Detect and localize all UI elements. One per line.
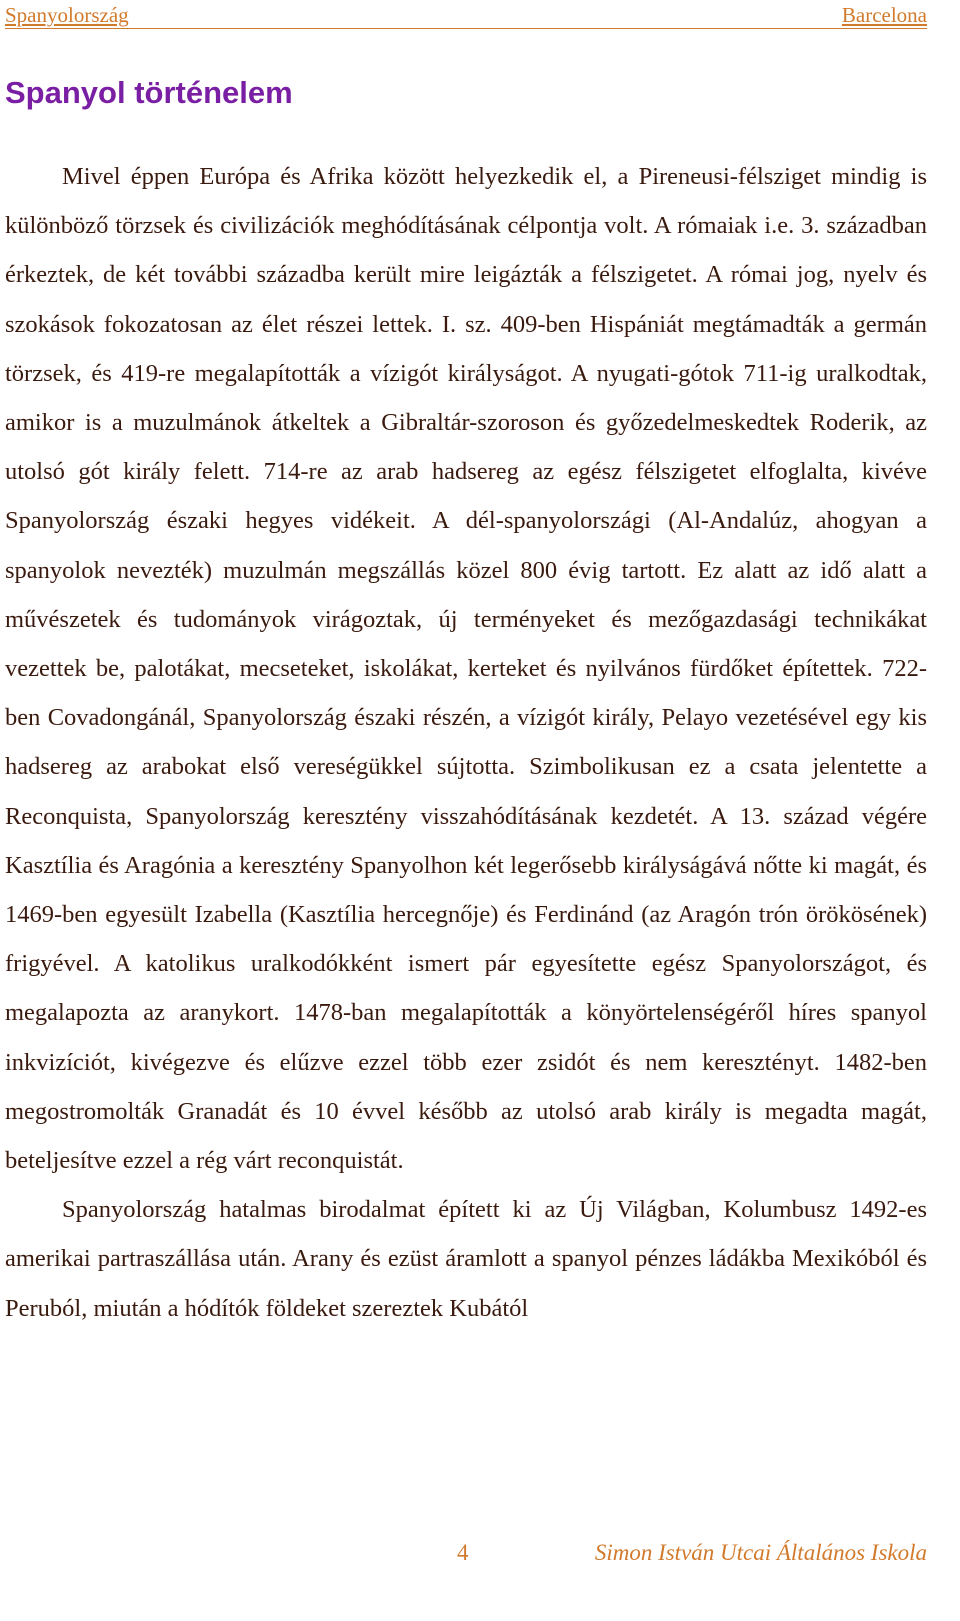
paragraph: Spanyolország hatalmas birodalmat épített ki az Új Világban, Kolumbusz 1492-es amerikai partraszállása után. Arany és ezüst áramlott a spanyol pénzes ládákba Mexikóból és Peruból, miután a hódítók földeket szereztek Kubától (5, 1196, 927, 1322)
page-header (5, 4, 927, 29)
page-number: 4 (457, 1540, 469, 1565)
page-footer (0, 1540, 960, 1570)
page-title: Spanyol történelem (5, 75, 293, 110)
body-text (5, 152, 927, 1333)
school-name: Simon István Utcai Általános Iskola (594, 1540, 927, 1565)
header-link-barcelona[interactable]: Barcelona (841, 3, 927, 27)
header-link-spanyolorszag[interactable]: Spanyolország (5, 3, 129, 27)
paragraph: Mivel éppen Európa és Afrika között helyezkedik el, a Pireneusi-félsziget mindig is különböző törzsek és civilizációk meghódításának célpontja volt. A rómaiak i.e. 3. században érkeztek, de két további századba került mire leigázták a félszigetet. A római jog, nyelv és szokások fokozatosan az élet részei lettek. I. sz. 409-ben Hispániát megtámadták a germán törzsek, és 419-re megalapították a vízigót királyságot. A nyugati-gótok 711-ig uralkodtak, amikor is a muzulmánok átkeltek a Gibraltár-szoroson és győzedelmeskedtek Roderik, az utolsó gót király felett. 714-re az arab hadsereg az egész félszigetet elfoglalta, kivéve Spanyolország északi hegyes vidékeit. A dél-spanyolországi (Al-Andalúz, ahogyan a spanyolok nevezték) muzulmán megszállás közel 800 évig tartott. Ez alatt az idő alatt a művészetek és tudományok virágoztak, új terményeket és mezőgazdasági technikákat vezettek be, palotákat, mecseteket, iskolákat, kerteket és nyilvános fürdőket építettek. 722-ben Covadongánál, Spanyolország északi részén, a vízigót király, Pelayo vezetésével egy kis hadsereg az arabokat első vereségükkel sújtotta. Szimbolikusan ez a csata jelentette a Reconquista, Spanyolország keresztény visszahódításának kezdetét. A 13. század végére Kasztília és Aragónia a keresztény Spanyolhon két legerősebb királyságává nőtte ki magát, és 1469-ben egyesült Izabella (Kasztília hercegnője) és Ferdinánd (az Aragón trón örökösének) frigyével. A katolikus uralkodókként ismert pár egyesítette egész Spanyolországot, és megalapozta az aranykort. 1478-ban megalapították a könyörtelenségéről híres spanyol inkvizíciót, kivégezve és elűzve ezzel több ezer zsidót és nem keresztényt. 1482-ben megostromolták Granadát és 10 évvel később az utolsó arab király is megadta magát, beteljesítve ezzel a rég várt reconquistát. (5, 163, 927, 1175)
